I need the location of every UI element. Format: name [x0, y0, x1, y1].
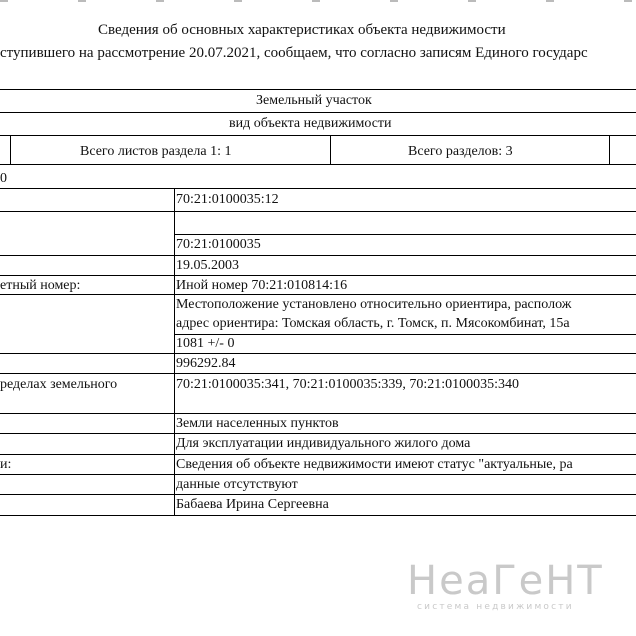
permitted-use: Для эксплуатации индивидуального жилого дома: [176, 436, 471, 451]
document-subtitle: ступившего на рассмотрение 20.07.2021, сообщаем, что согласно записям Единого государс: [0, 45, 588, 61]
object-type: Земельный участок: [256, 93, 372, 108]
table-border: [0, 164, 636, 165]
objects-label: ределах земельного: [0, 377, 118, 392]
area-value: 1081 +/- 0: [176, 336, 235, 351]
table-border: [609, 135, 610, 164]
table-border: [0, 494, 636, 495]
table-border: [0, 135, 636, 136]
watermark-logo: НеаГеНТ: [407, 558, 604, 604]
table-border: [0, 275, 636, 276]
prev-number-label: етный номер:: [0, 278, 81, 293]
table-border: [0, 454, 636, 455]
cadastral-value: 996292.84: [176, 356, 236, 371]
table-border: [0, 515, 636, 516]
table-border: [0, 353, 636, 354]
assigned-date: 19.05.2003: [176, 258, 239, 273]
table-border: [0, 255, 636, 256]
location-line-2: адрес ориентира: Томская область, г. Томск, п. Мясокомбинат, 15а: [176, 316, 570, 331]
location-line-1: Местоположение установлено относительно ориентира, располож: [176, 297, 572, 312]
table-border: [0, 112, 636, 113]
special-marks: данные отсутствуют: [176, 477, 298, 492]
sheets-count: Всего листов раздела 1: 1: [80, 144, 232, 159]
table-border: [174, 188, 175, 515]
table-border: [0, 211, 636, 212]
table-border: [0, 188, 636, 189]
object-type-label: вид объекта недвижимости: [229, 116, 392, 131]
table-border: [0, 89, 636, 90]
table-border: [174, 234, 636, 235]
watermark: [407, 560, 604, 612]
top-cutoff-line: [0, 0, 636, 4]
quarter-number: 70:21:0100035: [176, 237, 261, 252]
objects-value: 70:21:0100035:341, 70:21:0100035:339, 70:21:0100035:340: [176, 377, 520, 392]
watermark-tagline: система недвижимости: [417, 602, 574, 612]
sheet-fragment: 0: [0, 171, 7, 186]
document-title: Сведения об основных характеристиках объекта недвижимости: [98, 22, 506, 38]
table-border: [330, 135, 331, 164]
status-value: Сведения об объекте недвижимости имеют статус "актуальные, ра: [176, 457, 573, 472]
sections-count: Всего разделов: 3: [408, 144, 513, 159]
table-border: [0, 474, 636, 475]
table-border: [0, 373, 636, 374]
prev-number-value: Иной номер 70:21:010814:16: [176, 278, 348, 293]
land-category: Земли населенных пунктов: [176, 416, 339, 431]
table-border: [0, 413, 636, 414]
registrar-name: Бабаева Ирина Сергеевна: [176, 497, 329, 512]
cadastral-number: 70:21:0100035:12: [176, 192, 279, 207]
table-border: [0, 433, 636, 434]
table-border: [10, 135, 11, 164]
status-label: и:: [0, 457, 12, 472]
table-border: [174, 334, 636, 335]
